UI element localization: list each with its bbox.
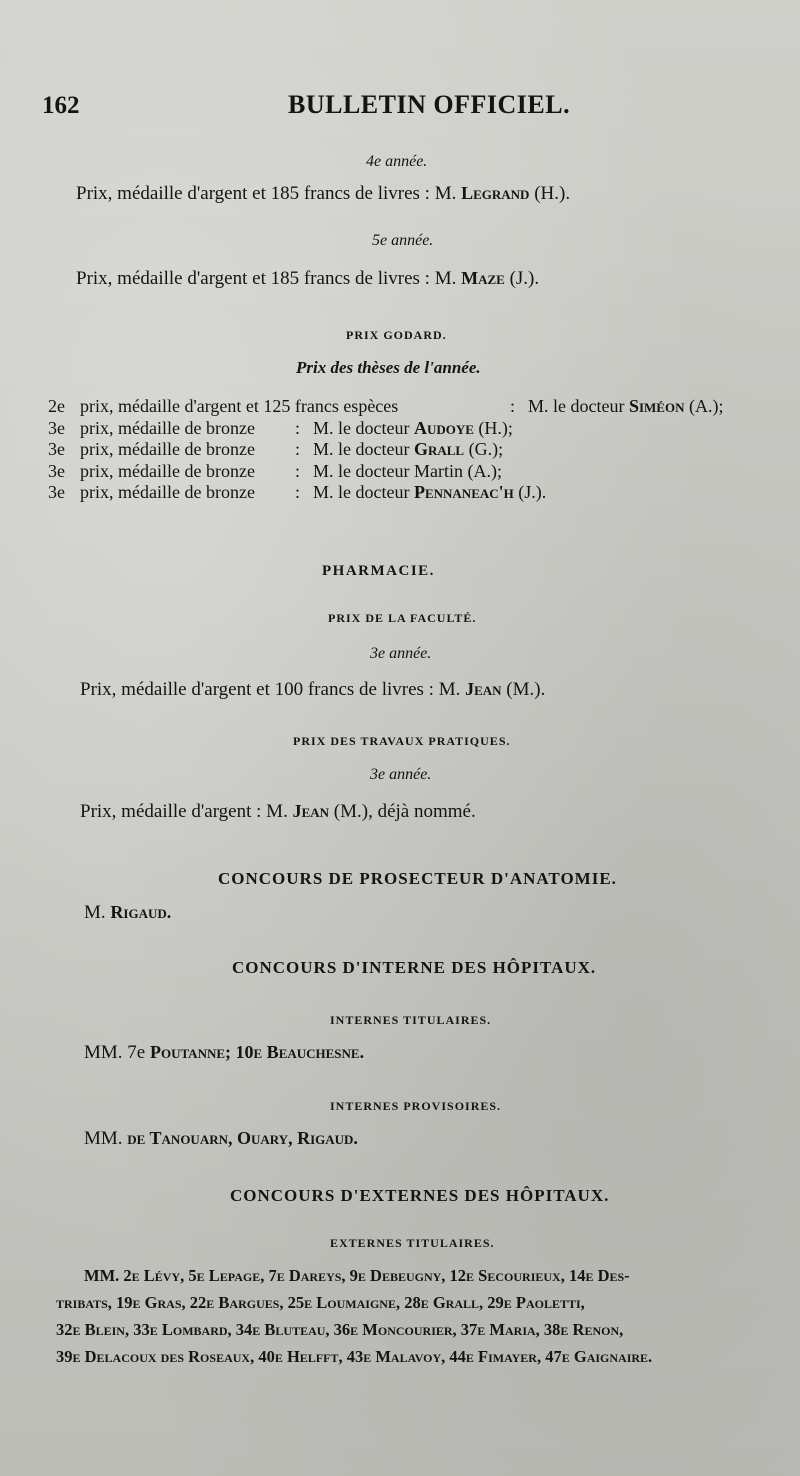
names: Poutanne; 10e Beauchesne. (149, 1042, 365, 1062)
recipient-suffix: (J.). (513, 482, 547, 502)
rank: 2e (48, 396, 65, 416)
prize-text: Prix, médaille d'argent et 185 francs de livres : M. (76, 183, 462, 204)
laureate-initial: (M.), déjà nommé. (329, 801, 476, 822)
prize: prix, médaille de bronze (80, 439, 255, 459)
page-number: 162 (42, 92, 80, 119)
recipient-prefix: M. le docteur (313, 439, 414, 459)
recipient (313, 461, 502, 483)
separator: : (510, 396, 516, 416)
year-label-4: 4e année. (366, 153, 428, 170)
prefix: MM. (84, 1128, 128, 1149)
laureate-name: Maze (461, 268, 505, 288)
recipient-prefix: M. le docteur (313, 417, 414, 438)
prosecteur-name-line (84, 902, 171, 924)
prize-line-pharm (80, 679, 545, 701)
godard-row (48, 396, 788, 418)
prize-line-4 (76, 183, 570, 205)
prize-text: Prix, médaille d'argent et 100 francs de livres : M. (80, 679, 466, 700)
prize: prix, médaille de bronze (80, 482, 255, 502)
rank: 3e (48, 460, 65, 481)
prosecteur-heading: CONCOURS DE PROSECTEUR D'ANATOMIE. (218, 869, 617, 888)
recipient-name: Siméon (628, 396, 685, 416)
godard-row (48, 482, 788, 504)
externes-line: MM. 2e Lévy, 5e Lepage, 7e Dareys, 9e Debeugny, 12e Secourieux, 14e Des- (84, 1266, 630, 1285)
recipient-suffix: (A.); (462, 460, 502, 481)
laureate-name: Legrand (461, 183, 530, 203)
year-label-5: 5e année. (372, 232, 434, 249)
externes-line: tribats, 19e Gras, 22e Bargues, 25e Loumaigne, 28e Grall, 29e Paoletti, (56, 1293, 585, 1312)
prefix: M. (84, 902, 111, 923)
prix-godard-heading: PRIX GODARD. (346, 328, 447, 342)
laureate-name: Jean (465, 679, 502, 699)
internes-provisoires-heading: INTERNES PROVISOIRES. (330, 1099, 502, 1113)
internes-provisoires-line (84, 1128, 358, 1150)
recipient (313, 439, 503, 461)
laureate-initial: (J.). (504, 268, 540, 289)
internes-titulaires-heading: INTERNES TITULAIRES. (330, 1013, 492, 1027)
prix-theses-subheading: Prix des thèses de l'année. (296, 358, 481, 377)
rank: 3e (48, 482, 65, 502)
internes-titulaires-line (84, 1042, 364, 1064)
externes-line: 39e Delacoux des Roseaux, 40e Helfft, 43e Malavoy, 44e Fimayer, 47e Gaignaire. (56, 1347, 653, 1366)
prize: prix, médaille de bronze (80, 417, 255, 438)
recipient-suffix: (G.); (464, 439, 504, 459)
names: de Tanouarn, Ouary, Rigaud. (127, 1128, 358, 1148)
godard-row (48, 418, 788, 440)
prix-travaux-heading: PRIX DES TRAVAUX PRATIQUES. (293, 734, 511, 748)
recipient (313, 482, 546, 504)
laureate-initial: (H.). (529, 183, 571, 204)
rank: 3e (48, 417, 65, 438)
separator: : (295, 460, 301, 481)
recipient-suffix: (A.); (684, 396, 724, 416)
pharmacie-heading: PHARMACIE. (322, 563, 435, 579)
prix-faculte-heading: PRIX DE LA FACULTÉ. (328, 611, 477, 625)
godard-prize-list (48, 396, 788, 504)
recipient-prefix: M. le docteur Martin (313, 460, 463, 481)
year-label-travaux: 3e année. (370, 766, 432, 783)
godard-row (48, 439, 788, 461)
externat-heading: CONCOURS D'EXTERNES DES HÔPITAUX. (230, 1186, 610, 1205)
prize-text: Prix, médaille d'argent et 185 francs de livres : M. (76, 268, 462, 289)
recipient-name: Grall (413, 439, 465, 459)
prize: prix, médaille de bronze (80, 460, 255, 481)
laureate-initial: (M.). (501, 679, 546, 700)
running-title: BULLETIN OFFICIEL. (288, 90, 571, 119)
recipient-prefix: M. le docteur (528, 396, 629, 416)
externes-titulaires-heading: EXTERNES TITULAIRES. (330, 1236, 495, 1250)
godard-row (48, 461, 788, 483)
externes-line: 32e Blein, 33e Lombard, 34e Bluteau, 36e Moncourier, 37e Maria, 38e Renon, (56, 1320, 624, 1339)
recipient-prefix: M. le docteur (313, 482, 414, 502)
prize-line-travaux (80, 801, 476, 823)
recipient (528, 396, 723, 418)
internat-heading: CONCOURS D'INTERNE DES HÔPITAUX. (232, 958, 597, 977)
separator: : (295, 482, 301, 502)
laureate-name: Rigaud. (110, 902, 172, 922)
prize: prix, médaille d'argent et 125 francs espèces (80, 396, 399, 416)
year-label-pharm: 3e année. (370, 645, 432, 662)
recipient (313, 418, 513, 440)
separator: : (295, 417, 301, 438)
recipient-name: Pennaneac'h (413, 482, 514, 502)
laureate-name: Jean (292, 801, 330, 821)
recipient-suffix: (H.); (473, 417, 513, 438)
prize-line-5 (76, 268, 539, 290)
recipient-name: Audoye (413, 417, 474, 438)
separator: : (295, 439, 301, 459)
prize-text: Prix, médaille d'argent : M. (80, 801, 293, 822)
prefix: MM. 7e (84, 1042, 150, 1063)
rank: 3e (48, 439, 65, 459)
